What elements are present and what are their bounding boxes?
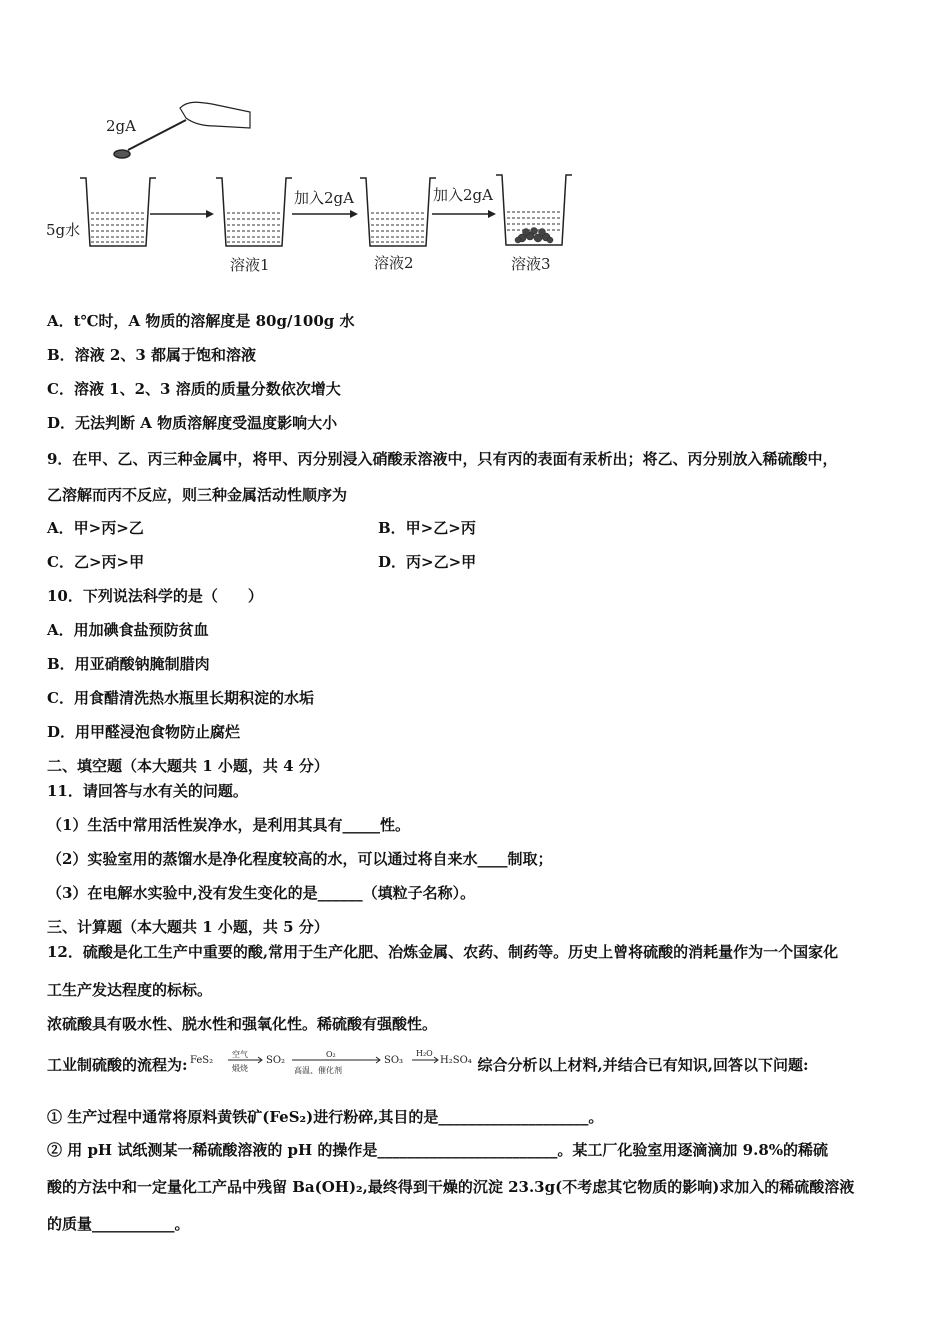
- q9-option-d: D．丙>乙>甲: [378, 553, 477, 571]
- q10-option-c: C．用食醋清洗热水瓶里长期积淀的水垢: [47, 689, 314, 707]
- svg-text:煅烧: 煅烧: [231, 1064, 248, 1073]
- q8-option-b: B．溶液 2、3 都属于饱和溶液: [47, 346, 256, 364]
- q12-flow-line: [47, 1048, 809, 1082]
- solution-1-label: 溶液1: [230, 256, 270, 274]
- q9-option-b: B．甲>乙>丙: [378, 519, 476, 537]
- q12-stem-2: 工生产发达程度的标标。: [47, 981, 213, 999]
- q11-stem: 11．请回答与水有关的问题。: [47, 782, 248, 800]
- q9-stem-2: 乙溶解而丙不反应，则三种金属活动性顺序为: [47, 486, 348, 504]
- hand-icon: [180, 102, 250, 128]
- svg-text:SO₃: SO₃: [383, 1055, 403, 1066]
- flow-intro: 工业制硫酸的流程为:: [47, 1056, 188, 1074]
- q9-option-a: A．甲>丙>乙: [47, 519, 144, 537]
- add-label-1: 加入2gA: [294, 189, 354, 207]
- flow-diagram: [188, 1049, 478, 1083]
- svg-text:空气: 空气: [231, 1050, 248, 1059]
- q12-part-3: 酸的方法中和一定量化工产品中残留 Ba(OH)₂,最终得到干燥的沉淀 23.3g(不考虑其它物质的影响)求加入的稀硫酸溶液: [47, 1178, 855, 1196]
- svg-text:SO₂: SO₂: [265, 1055, 285, 1066]
- q11-part-3: （3）在电解水实验中,没有发生变化的是______（填粒子名称）。: [47, 884, 476, 902]
- q9-option-c: C．乙>丙>甲: [47, 553, 145, 571]
- q9-stem-1: 9．在甲、乙、丙三种金属中，将甲、丙分别浸入硝酸汞溶液中，只有丙的表面有汞析出；将乙、丙分别放入稀硫酸中，: [47, 450, 838, 468]
- q8-option-c: C．溶液 1、2、3 溶质的质量分数依次增大: [47, 380, 341, 398]
- q12-part-2: ② 用 pH 试纸测某一稀硫酸溶液的 pH 的操作是________________________。某工厂化验室用逐滴滴加 9.8%的稀硫: [47, 1141, 829, 1159]
- arrow-3-head: [488, 210, 496, 218]
- section-2-heading: 二、填空题（本大题共 1 小题，共 4 分）: [47, 757, 329, 775]
- flow-tail: 综合分析以上材料,并结合已有知识,回答以下问题:: [477, 1056, 809, 1074]
- svg-text:高温、催化剂: 高温、催化剂: [293, 1066, 342, 1075]
- q8-option-d: D．无法判断 A 物质溶解度受温度影响大小: [47, 414, 338, 432]
- svg-text:H₂O: H₂O: [415, 1049, 433, 1058]
- spoon-icon: [128, 120, 186, 150]
- arrow-1-head: [206, 210, 214, 218]
- arrow-2-head: [350, 210, 358, 218]
- q12-stem-3: 浓硫酸具有吸水性、脱水性和强氧化性。稀硫酸有强酸性。: [47, 1015, 438, 1033]
- q12-part-4: 的质量___________。: [47, 1215, 190, 1233]
- q10-option-b: B．用亚硝酸钠腌制腊肉: [47, 655, 210, 673]
- solution-3-label: 溶液3: [511, 255, 551, 273]
- add-label-2: 加入2gA: [433, 186, 493, 204]
- experiment-figure: [0, 0, 950, 290]
- beaker-1: [216, 178, 292, 246]
- svg-text:O₂: O₂: [325, 1050, 336, 1059]
- q11-part-2: （2）实验室用的蒸馏水是净化程度较高的水，可以通过将自来水____制取；: [47, 850, 553, 868]
- q10-option-d: D．用甲醛浸泡食物防止腐烂: [47, 723, 241, 741]
- water-label: 5g水: [46, 221, 81, 239]
- svg-text:H₂SO₄: H₂SO₄: [439, 1055, 472, 1066]
- q8-option-a: A．t℃时，A 物质的溶解度是 80g/100g 水: [47, 312, 355, 330]
- q10-stem: 10．下列说法科学的是（ ）: [47, 587, 263, 605]
- beaker-0: [80, 178, 156, 246]
- beaker-2: [360, 178, 436, 246]
- mass-label: 2gA: [106, 117, 136, 135]
- q10-option-a: A．用加碘食盐预防贫血: [47, 621, 209, 639]
- q12-stem-1: 12．硫酸是化工生产中重要的酸,常用于生产化肥、冶炼金属、农药、制药等。历史上曾将硫酸的消耗量作为一个国家化: [47, 943, 839, 961]
- q12-part-1: ① 生产过程中通常将原料黄铁矿(FeS₂)进行粉碎,其目的是____________________。: [47, 1108, 604, 1126]
- section-3-heading: 三、计算题（本大题共 1 小题，共 5 分）: [47, 918, 329, 936]
- svg-text:FeS₂: FeS₂: [189, 1055, 213, 1066]
- solution-2-label: 溶液2: [374, 254, 414, 272]
- q11-part-1: （1）生活中常用活性炭净水，是利用其具有_____性。: [47, 816, 410, 834]
